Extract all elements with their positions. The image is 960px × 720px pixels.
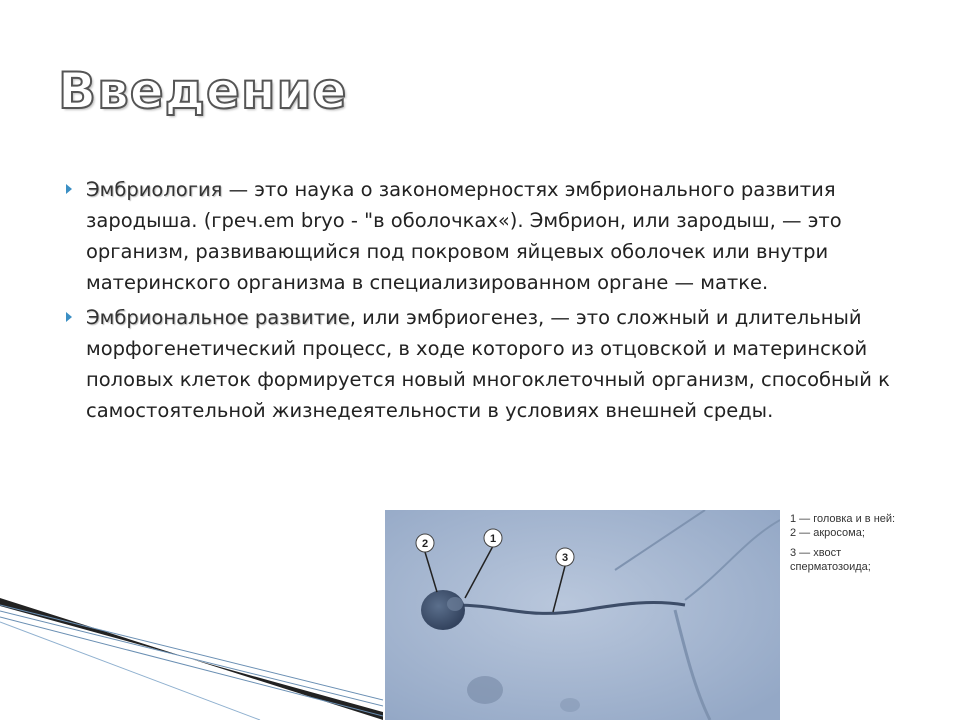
bullet-term: Эмбриология xyxy=(86,178,223,201)
sperm-micrograph xyxy=(385,510,780,720)
bullet-term: Эмбриональное развитие xyxy=(86,306,350,329)
figure-legend xyxy=(790,512,930,580)
bullet-text: , или эмбриогенез, — это сложный и длительный морфогенетический процесс, в ходе которого из отцовской и материнской половых клеток формируется новый многоклеточный организм, способный к самостоятельной жизнедеятельности в условиях внешней среды. xyxy=(86,306,890,422)
bullet-arrow-icon xyxy=(66,312,72,322)
marker-3: 3 xyxy=(561,552,569,564)
bullet-item-embryonic-development xyxy=(66,302,896,426)
legend-item: 1 — головка и в ней: 2 — акросома; xyxy=(790,513,896,539)
sperm-figure xyxy=(385,510,930,720)
bullet-list xyxy=(66,174,896,430)
legend-item: 3 — хвост сперматозоида; xyxy=(790,547,871,573)
marker-2: 2 xyxy=(421,538,429,550)
slide-title: Введение xyxy=(58,62,348,120)
marker-1: 1 xyxy=(489,533,497,545)
bullet-arrow-icon xyxy=(66,184,72,194)
bullet-text: — это наука о закономерностях эмбрионального развития зародыша. (греч.em bryo - "в оболочках«). Эмбрион, или зародыш, — это организм, развивающийся под покровом яйцевых оболочек или внутри материнского организма в специализированном органе — матке. xyxy=(86,178,842,294)
bullet-item-embryology xyxy=(66,174,896,298)
